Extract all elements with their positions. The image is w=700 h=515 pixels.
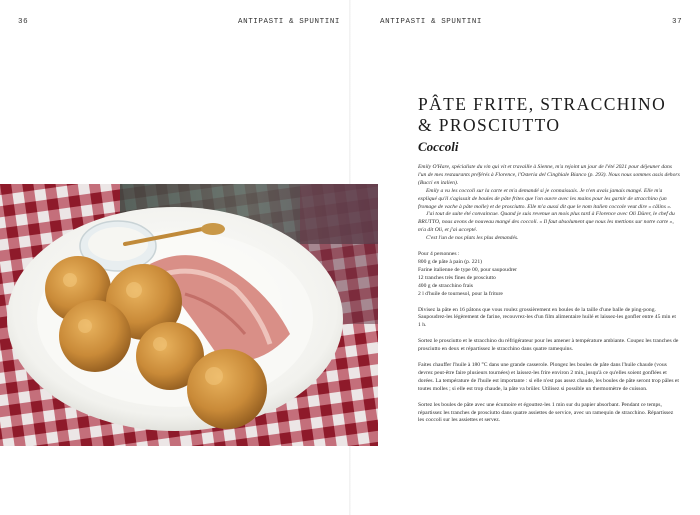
recipe-subtitle: Coccoli — [418, 139, 459, 154]
servings-label: Pour 4 personnes : — [418, 251, 460, 258]
coccoli-plate-illustration — [0, 184, 378, 446]
ingredient-item: 800 g de pâte à pain (p. 221) — [418, 258, 482, 265]
ingredient-item: Farine italienne de type 00, pour saupoudrer — [418, 266, 517, 273]
right-running-title: ANTIPASTI & SPUNTINI — [380, 18, 483, 26]
recipe-photo — [0, 184, 378, 446]
recipe-title-line-2: & PROSCIUTTO — [418, 115, 561, 135]
intro-paragraph: C'est l'un de nos plats les plus demandés. — [426, 235, 519, 242]
ingredient-item: 2 l d'huile de tournesol, pour la friture — [418, 290, 503, 297]
method-steps — [418, 307, 680, 426]
left-running-title: ANTIPASTI & SPUNTINI — [238, 18, 341, 26]
ingredient-item: 400 g de stracchino frais — [418, 282, 473, 289]
recipe-title — [418, 94, 688, 136]
intro-paragraph: Emily O'Hare, spécialiste du vin qui vit et travaille à Sienne, m'a rejoint un jour de l'été 2021 pour déjeuner dans l'un de mes restaurants préférés à Florence, l'Osteria del Cinghiale Bianco (p. 293). Nous nous sommes assis dehors (Bucci en italien). — [418, 164, 680, 186]
recipe-intro — [418, 164, 680, 243]
right-page-number: 37 — [672, 18, 683, 26]
ingredients-list — [418, 251, 680, 298]
intro-paragraph: Emily a vu les coccoli sur la carte et m'a demandé si je connaissais. Je n'en avais jamais mangé. Elle m'a expliqué qu'il s'agissait de boules de pâte frites que l'on ouvre avec les mains pour les garnir de stracchino (un fromage de vache à pâte molle) et de prosciutto. Elle m'a aussi dit que le nom italien coccole veut dire « câlins ». — [418, 187, 672, 210]
left-page-number: 36 — [18, 18, 29, 26]
method-step: Sortez les boules de pâte avec une écumoire et égouttez-les 1 min sur du papier absorbant. Pendant ce temps, répartissez les tranches de prosciutto dans quatre assiettes de service, avec un ramequin de stracchino. Répartissez les coccoli sur les assiettes et servez. — [418, 401, 674, 424]
recipe-body — [418, 164, 680, 425]
method-step: Faites chauffer l'huile à 180 °C dans une grande casserole. Plongez les boules de pâte dans l'huile chaude (vous devrez peut-être faire plusieurs tournées) et laissez-les frire environ 2 min, jusqu'à ce qu'elles soient gonflées et dorées. La température de l'huile est importante : si elle n'est pas assez chaude, les boules de pâte seront trop pâles et toutes molles ; si elle est trop chaude, la pâte va brûler. Utilisez si possible un thermomètre de cuisson. — [418, 362, 679, 392]
recipe-title-line-1: PÂTE FRITE, STRACCHINO — [418, 94, 667, 114]
ingredient-item: 12 tranches très fines de prosciutto — [418, 274, 496, 281]
intro-paragraph: J'ai tout de suite été convaincue. Quand je suis revenue un mois plus tard à Florence avec Oli Dürer, le chef du BRUTTO, nous avons de nouveau mangé des coccoli. « Il faut absolument que nous les mettions sur notre carte », m'a dit Oli, et j'ai accepté. — [418, 211, 675, 234]
method-step: Divisez la pâte en 16 pâtons que vous roulez grossièrement en boules de la taille d'une balle de ping-pong. Saupoudrez-les légèrement de farine, recouvrez-les d'un film alimentaire huilé et laissez-les gonfler entre 45 min et 1 h. — [418, 306, 676, 329]
method-step: Sortez le prosciutto et le stracchino du réfrigérateur pour les amener à température ambiante. Coupez les tranches de prosciutto en deux et répartissez le stracchino dans quatre ramequins. — [418, 338, 679, 353]
